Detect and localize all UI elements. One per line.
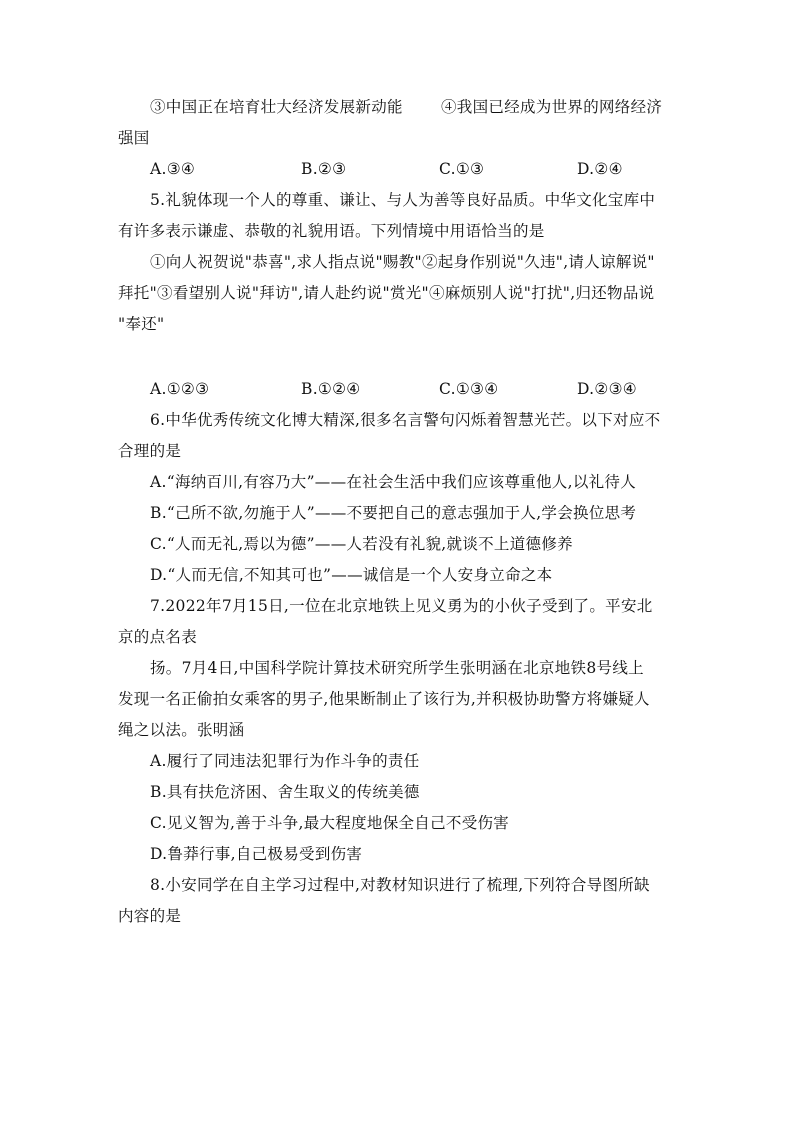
q6-stem-line-1: 6.中华优秀传统文化博大精深,很多名言警句闪烁着智慧光芒。以下对应不: [150, 411, 661, 429]
q7-stem-line-2: 京的点名表: [118, 628, 198, 646]
q4-option-a: A.③④: [150, 160, 196, 178]
q6-stem-line-2: 合理的是: [118, 442, 182, 460]
q4-option-d: D.②④: [577, 160, 623, 178]
q5-items-line-2: 拜托"③看望别人说"拜访",请人赴约说"赏光"④麻烦别人说"打扰",归还物品说: [118, 284, 655, 302]
q6-choice-b: B.“己所不欲,勿施于人”——不要把自己的意志强加于人,学会换位思考: [150, 504, 637, 522]
q4-option-c: C.①③: [439, 160, 485, 178]
q7-choice-d: D.鲁莽行事,自己极易受到伤害: [150, 845, 363, 863]
q4-item-3: ③中国正在培育壮大经济发展新动能: [150, 98, 403, 116]
q4-item-4: ④我国已经成为世界的网络经济: [441, 98, 663, 116]
q6-choice-c: C.“人而无礼,焉以为德”——人若没有礼貌,就谈不上道德修养: [150, 535, 573, 553]
q5-option-a: A.①②③: [150, 380, 210, 398]
q5-option-b: B.①②④: [301, 380, 361, 398]
q7-choice-b: B.具有扶危济困、舍生取义的传统美德: [150, 783, 420, 801]
q4-item-4-cont: 强国: [118, 129, 150, 147]
q8-stem-line-1: 8.小安同学在自主学习过程中,对教材知识进行了梳理,下列符合导图所缺: [150, 876, 650, 894]
q5-option-c: C.①③④: [439, 380, 499, 398]
q7-stem-line-1: 7.2022年7月15日,一位在北京地铁上见义勇为的小伙子受到了。平安北: [150, 597, 653, 615]
q7-stem-line-5: 绳之以法。张明涵: [118, 721, 245, 739]
q8-stem-line-2: 内容的是: [118, 907, 182, 925]
q4-option-b: B.②③: [301, 160, 347, 178]
q5-option-d: D.②③④: [577, 380, 637, 398]
q7-choice-a: A.履行了同违法犯罪行为作斗争的责任: [150, 752, 420, 770]
q5-stem-line-2: 有许多表示谦虚、恭敬的礼貌用语。下列情境中用语恰当的是: [118, 222, 545, 240]
q5-items-line-1: ①向人祝贺说"恭喜",求人指点说"赐教"②起身作别说"久违",请人谅解说": [150, 253, 655, 271]
q6-choice-a: A.“海纳百川,有容乃大”——在社会生活中我们应该尊重他人,以礼待人: [150, 473, 637, 491]
q5-items-line-3: "奉还": [118, 315, 165, 333]
q5-stem-line-1: 5.礼貌体现一个人的尊重、谦让、与人为善等良好品质。中华文化宝库中: [150, 191, 656, 209]
q6-choice-d: D.“人而无信,不知其可也”——诚信是一个人安身立命之本: [150, 566, 553, 584]
q7-stem-line-3: 扬。7月4日,中国科学院计算技术研究所学生张明涵在北京地铁8号线上: [150, 659, 644, 677]
q7-choice-c: C.见义智为,善于斗争,最大程度地保全自己不受伤害: [150, 814, 510, 832]
q7-stem-line-4: 发现一名正偷拍女乘客的男子,他果断制止了该行为,并积极协助警方将嫌疑人: [118, 690, 650, 708]
